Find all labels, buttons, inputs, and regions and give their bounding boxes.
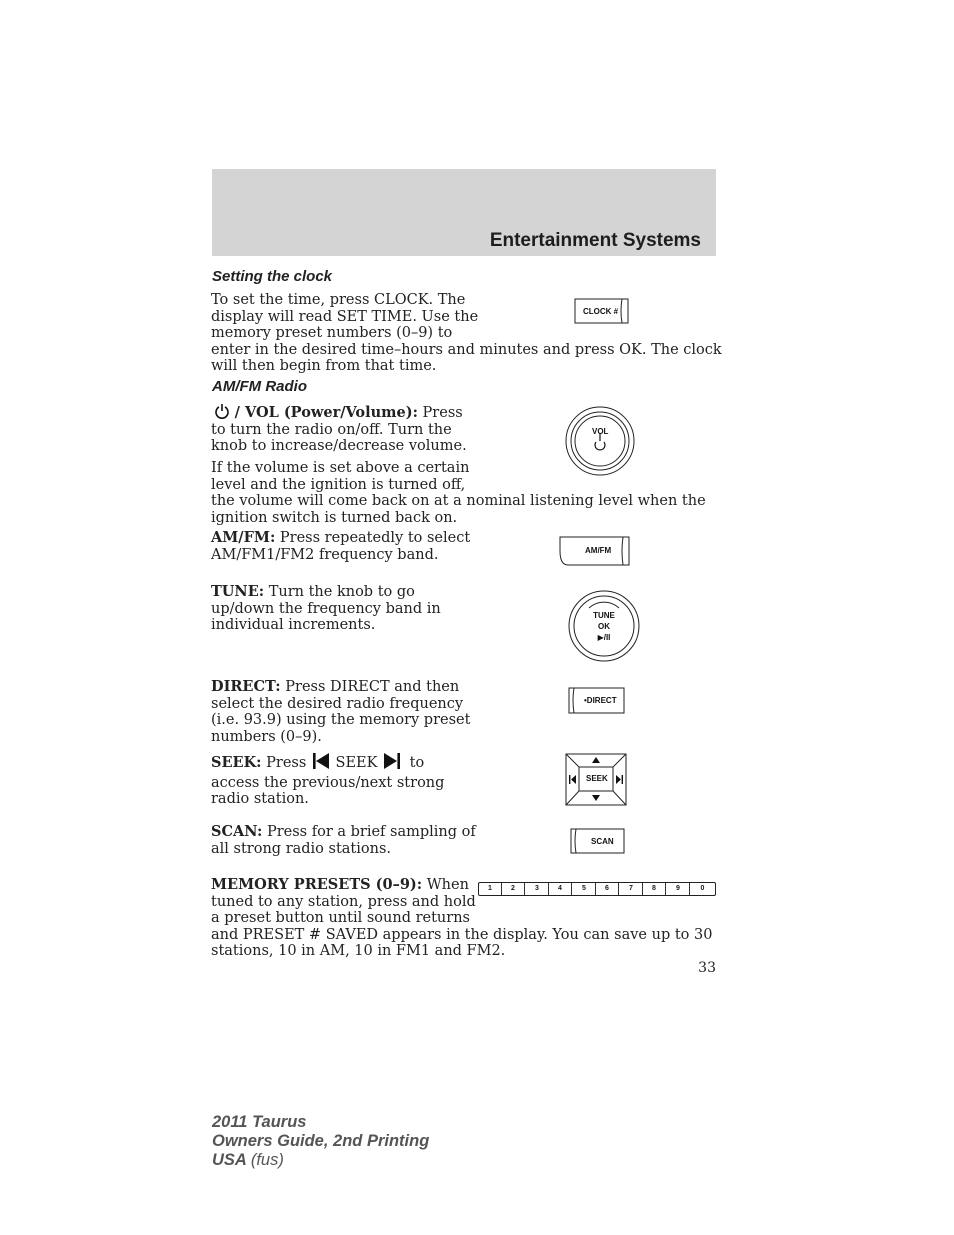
seek-mid: SEEK (335, 755, 378, 771)
tune-line-3: individual increments. (211, 617, 376, 633)
seek-text (211, 752, 444, 808)
preset-key-7: 7 (620, 883, 643, 895)
volume-knob-illustration (563, 406, 637, 476)
clock-line-3: memory preset numbers (0–9) to (211, 325, 453, 341)
chapter-header-band (212, 169, 716, 256)
presets-line-5: stations, 10 in AM, 10 in FM1 and FM2. (211, 943, 506, 959)
direct-line-1 (211, 679, 470, 696)
footer-region-code: (fus) (250, 1151, 284, 1169)
power-term: / VOL (Power/Volume): (234, 404, 418, 421)
direct-line-4: numbers (0–9). (211, 728, 322, 745)
presets-line-3: a preset button until sound returns (211, 910, 470, 926)
power-line-2: to turn the radio on/off. Turn the (211, 421, 452, 438)
seek-control-illustration (565, 753, 627, 806)
scan-text (211, 824, 476, 857)
power-line-1-rest: Press (417, 405, 463, 421)
preset-key-0: 0 (700, 885, 705, 892)
footer-edition: Owners Guide, 2nd Printing (212, 1132, 430, 1150)
presets-line-4: and PRESET # SAVED appears in the display. You can save up to 30 (211, 926, 713, 943)
tune-knob-label-play-pause: ▶/II (597, 633, 611, 642)
scan-button-label: SCAN (591, 837, 614, 846)
clock-button-label: CLOCK # (583, 307, 619, 316)
clock-line-1: To set the time, press CLOCK. The (211, 292, 466, 308)
power-line-3: knob to increase/decrease volume. (211, 438, 467, 454)
clock-line-5: will then begin from that time. (211, 358, 437, 374)
preset-key-4: 4 (549, 883, 572, 895)
page-number: 33 (698, 960, 716, 976)
direct-button-label: •DIRECT (584, 696, 617, 705)
preset-key-2: 2 (502, 883, 525, 895)
scan-line-1 (211, 824, 476, 841)
seek-to: to (409, 755, 425, 771)
volume-note-line-4: ignition switch is turned back on. (211, 509, 458, 526)
volume-note-line-3: the volume will come back on at a nominal listening level when the (211, 493, 706, 509)
footer-region (212, 1151, 429, 1170)
footer-region-name: USA (212, 1151, 247, 1169)
clock-line-4: enter in the desired time–hours and minutes and press OK. The clock (211, 341, 722, 358)
preset-key-3: 3 (526, 883, 549, 895)
tune-knob-label-tune: TUNE (593, 611, 615, 620)
tune-knob-labels (593, 610, 615, 643)
preset-buttons-strip (478, 882, 716, 896)
footer-model: 2011 Taurus (212, 1113, 307, 1131)
seek-line-1 (211, 752, 444, 772)
direct-line-1-rest: Press DIRECT and then (280, 679, 460, 695)
preset-key-9: 9 (667, 883, 690, 895)
tune-term: TUNE: (211, 583, 265, 600)
tune-text (211, 584, 441, 634)
seek-press: Press (261, 755, 307, 771)
presets-line-2: tuned to any station, press and hold (211, 893, 476, 910)
power-icon (214, 403, 230, 419)
seek-previous-icon (312, 752, 330, 770)
power-line-1 (211, 403, 467, 422)
amfm-line-2: AM/FM1/FM2 frequency band. (211, 546, 439, 563)
direct-button-illustration (568, 687, 626, 714)
seek-line-3: radio station. (211, 791, 309, 807)
seek-line-2: access the previous/next strong (211, 774, 445, 791)
amfm-line-1-rest: Press repeatedly to select (275, 530, 471, 546)
volume-note-line-1: If the volume is set above a certain (211, 460, 470, 476)
amfm-button-label: AM/FM (585, 546, 612, 555)
amfm-text (211, 530, 470, 563)
document-footer (212, 1113, 429, 1170)
direct-line-2: select the desired radio frequency (211, 695, 464, 712)
seek-control-label: SEEK (586, 774, 608, 783)
volume-note-line-2: level and the ignition is turned off, (211, 476, 466, 493)
amfm-line-1 (211, 530, 470, 547)
tune-line-2: up/down the frequency band in (211, 600, 441, 617)
power-volume-text (211, 403, 467, 455)
section-heading-amfm-radio: AM/FM Radio (212, 378, 307, 395)
tune-knob-illustration (568, 590, 640, 662)
tune-line-1 (211, 584, 441, 601)
amfm-button-illustration (559, 536, 631, 566)
preset-key-8: 8 (643, 883, 666, 895)
section-heading-clock: Setting the clock (212, 268, 333, 285)
seek-next-icon (383, 752, 401, 770)
direct-line-3: (i.e. 93.9) using the memory preset (211, 712, 471, 728)
tune-knob-label-ok: OK (598, 622, 610, 631)
direct-text (211, 679, 470, 745)
volume-knob-label: VOL (592, 427, 609, 436)
preset-key-5: 5 (573, 883, 596, 895)
scan-term: SCAN: (211, 823, 263, 840)
seek-term: SEEK: (211, 754, 262, 771)
tune-line-1-rest: Turn the knob to go (264, 584, 415, 600)
preset-key-6: 6 (596, 883, 619, 895)
direct-term: DIRECT: (211, 678, 281, 695)
clock-button-illustration (574, 298, 630, 324)
preset-key-1: 1 (479, 883, 502, 895)
chapter-title: Entertainment Systems (489, 230, 701, 251)
amfm-term: AM/FM: (211, 529, 276, 546)
scan-line-1-rest: Press for a brief sampling of (262, 824, 476, 840)
scan-button-illustration (570, 828, 626, 854)
clock-line-2: display will read SET TIME. Use the (211, 308, 479, 325)
scan-line-2: all strong radio stations. (211, 840, 392, 857)
volume-knob-icon (563, 406, 637, 476)
clock-instructions (211, 292, 722, 375)
presets-line-1-rest: When (422, 877, 469, 893)
presets-term: MEMORY PRESETS (0–9): (211, 876, 423, 893)
